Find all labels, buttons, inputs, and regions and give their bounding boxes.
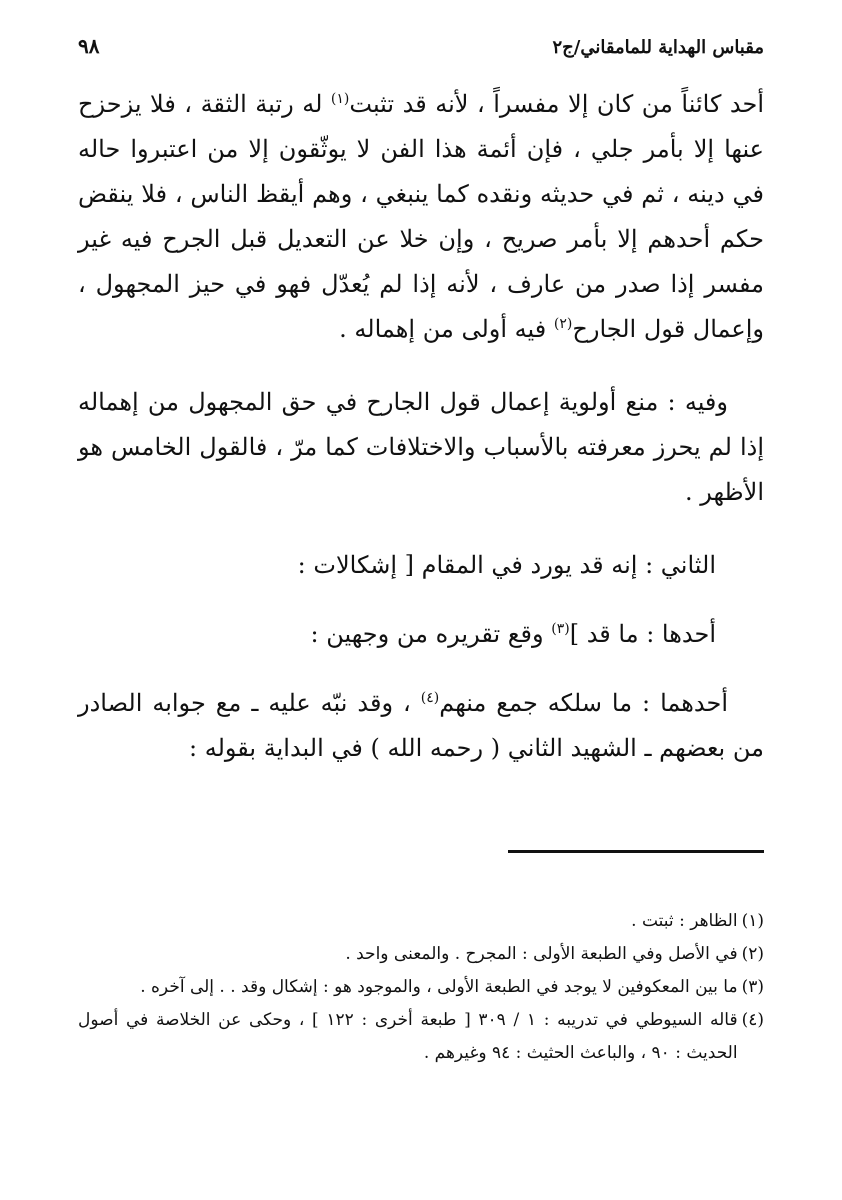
- footnotes: [78, 905, 764, 1070]
- page-number: ٩٨: [78, 34, 100, 58]
- main-text: [78, 82, 764, 771]
- book-page: [78, 30, 765, 1063]
- footnote-ref-3: (٣): [551, 621, 570, 637]
- paragraph-5: [78, 681, 764, 771]
- running-title: مقباس الهداية للمامقاني/ج٢: [552, 37, 764, 58]
- footnote-number: (٢): [741, 944, 764, 964]
- paragraph-1-text-b: له رتبة الثقة ، فلا يزحزح عنها إلا بأمر جلي ، فإن أئمة هذا الفن لا يوثّقون إلا من اعتبروا حاله في دينه ، ثم في حديثه ونقده كما ينبغي ، وهم أيقظ الناس ، فلا ينقض حكم أحدهم إلا بأمر صريح ، وإن خلا عن التعديل قبل الجرح فيه غير مفسر إذا صدر من عارف ، لأنه إذا لم يُعدّل فهو في حيز المجهول ، وإعمال قول الجارح: [78, 90, 765, 343]
- footnote-number: (٤): [741, 1010, 764, 1030]
- footnote-2: [78, 938, 764, 971]
- paragraph-4: [78, 612, 764, 657]
- footnote-ref-2: (٢): [553, 316, 573, 332]
- footnote-text: في الأصل وفي الطبعة الأولى : المجرح . والمعنى واحد .: [345, 944, 738, 964]
- footnote-ref-4: (٤): [420, 690, 440, 706]
- paragraph-2: وفيه : منع أولوية إعمال قول الجارح في حق المجهول من إهماله إذا لم يحرز معرفته بالأسباب والاختلافات كما مرّ ، فالقول الخامس هو الأظهر .: [78, 388, 764, 506]
- footnote-3: [78, 971, 764, 1004]
- footnote-text: ما بين المعكوفين لا يوجد في الطبعة الأولى ، والموجود هو : إشكال وقد . . إلى آخره .: [140, 977, 738, 997]
- paragraph-4-text-a: أحدها : ما قد ]: [569, 620, 716, 648]
- paragraph-5-text-b: ، وقد نبّه عليه ـ مع جوابه الصادر من بعضهم ـ الشهيد الثاني ( رحمه الله ) في البداية بقوله :: [78, 689, 764, 762]
- footnote-text: الظاهر : ثبتت .: [631, 911, 738, 931]
- paragraph-5-text-a: أحدهما : ما سلكه جمع منهم: [439, 689, 729, 717]
- footnote-number: (١): [741, 911, 764, 931]
- footnote-4: [78, 1004, 764, 1070]
- footnote-text: قاله السيوطي في تدريبه : ١ / ٣٠٩ [ طبعة أخرى : ١٢٢ ] ، وحكى عن الخلاصة في أصول الحديث : ٩٠ ، والباعث الحثيث : ٩٤ وغيرهم .: [78, 1010, 738, 1063]
- running-header: [78, 30, 764, 74]
- paragraph-1: [78, 82, 764, 352]
- footnote-number: (٣): [741, 977, 764, 997]
- paragraph-1-text-a: أحد كائناً من كان إلا مفسراً ، لأنه قد تثبت: [349, 90, 765, 118]
- footnote-1: [78, 905, 764, 938]
- footnote-divider: [508, 850, 764, 853]
- paragraph-1-text-c: فيه أولى من إهماله .: [339, 315, 554, 343]
- paragraph-4-text-b: وقع تقريره من وجهين :: [310, 620, 552, 648]
- paragraph-3: الثاني : إنه قد يورد في المقام [ إشكالات :: [297, 551, 716, 579]
- footnote-ref-1: (١): [330, 91, 350, 107]
